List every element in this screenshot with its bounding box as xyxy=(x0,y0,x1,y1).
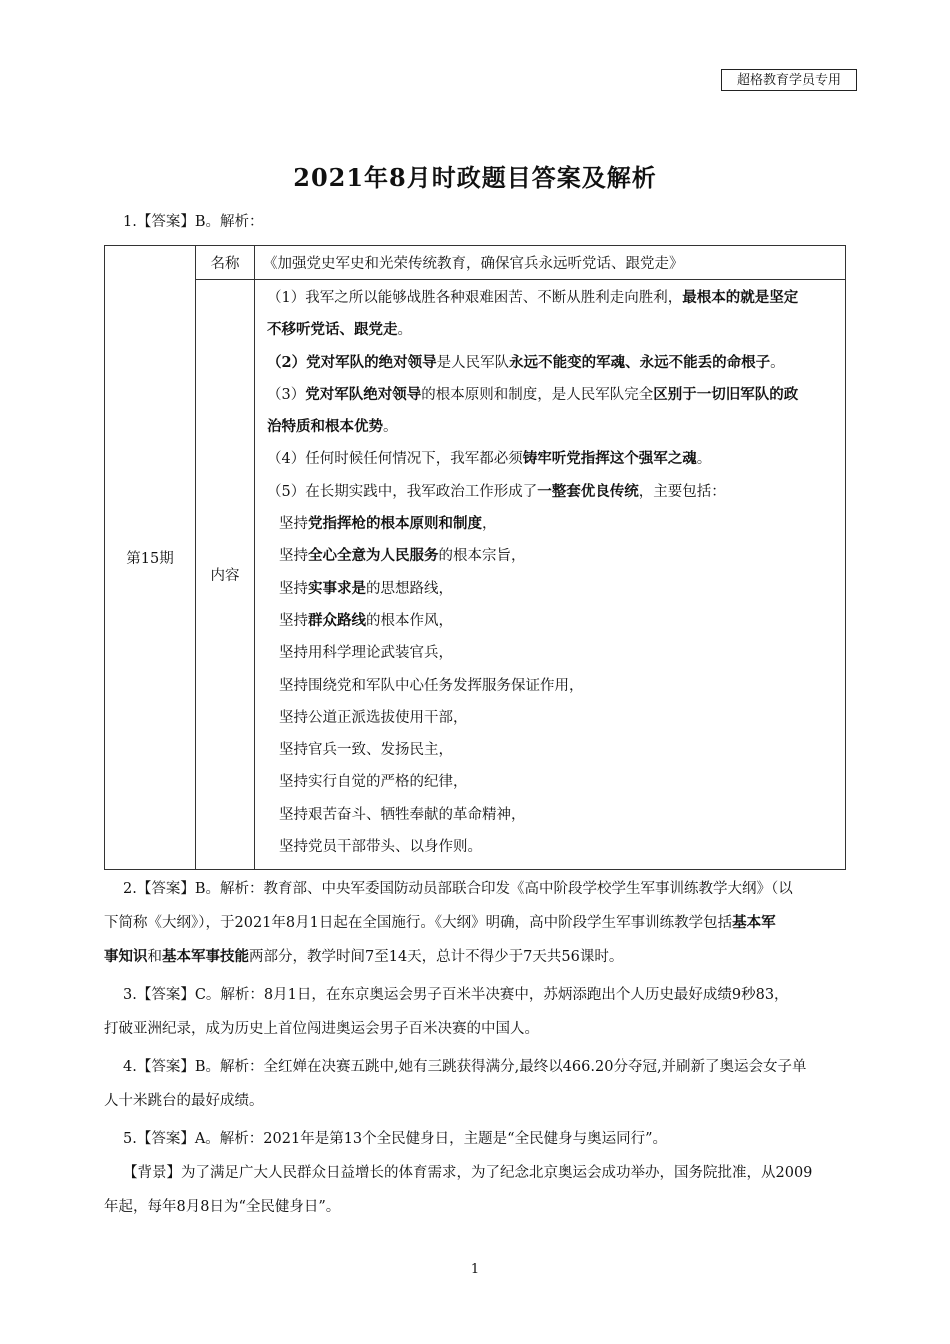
q2-line-b: 下简称《大纲》），于2021年8月1日起在全国施行。《大纲》明确，高中阶段学生军事训练教学包括 xyxy=(104,915,733,931)
content-line-pre: 坚持艰苦奋斗、牺牲奉献的革命精神， xyxy=(279,806,526,823)
background-note xyxy=(104,1156,860,1224)
background-line-a: 【背景】为了满足广大人民群众日益增长的体育需求，为了纪念北京奥运会成功举办，国务院批准，从2009 xyxy=(123,1165,813,1181)
content-line-post: 是人民军队 xyxy=(436,354,510,371)
q5-answer: 5.【答案】A。解析：2021年是第13个全民健身日，主题是“全民健身与奥运同行”。 xyxy=(123,1131,667,1147)
content-line xyxy=(267,799,837,831)
content-line xyxy=(267,347,837,379)
q2-bold-3: 基本军事技能 xyxy=(162,948,249,965)
content-cell xyxy=(255,280,846,870)
content-line-pre: 坚持官兵一致、发扬民主， xyxy=(279,742,453,759)
content-line xyxy=(267,734,837,766)
content-line-bold: 铸牢听党指挥这个强军之魂 xyxy=(522,450,697,468)
q2-bold-1: 基本军 xyxy=(732,914,776,931)
q3-answer xyxy=(104,978,860,1046)
background-line-b: 年起，每年8月8日为“全民健身日”。 xyxy=(104,1199,341,1215)
content-line-pre: （5）在长期实践中，我军政治工作形成了 xyxy=(267,483,538,500)
content-line-pre: 坚持公道正派选拔使用干部， xyxy=(279,709,468,726)
content-line-post: 。 xyxy=(696,451,712,468)
content-line-bold: 治特质和根本优势 xyxy=(267,418,383,436)
content-line-bold: 党对军队绝对领导 xyxy=(305,385,422,403)
content-line-pre: 坚持 xyxy=(279,612,308,629)
content-line xyxy=(267,443,837,475)
q4-line-a: 4.【答案】B。解析：全红婵在决赛五跳中,她有三跳获得满分,最终以466.20分夺冠,并刷新了奥运会女子单 xyxy=(123,1059,807,1075)
content-line-pre: 坚持实行自觉的严格的纪律， xyxy=(279,774,468,791)
content-line-pre: 坚持围绕党和军队中心任务发挥服务保证作用， xyxy=(279,677,584,694)
q1-answer: 1.【答案】B。解析： xyxy=(123,214,264,230)
content-line xyxy=(267,766,837,798)
content-line-bold: （2）党对军队的绝对领导 xyxy=(267,353,437,371)
content-line-bold: 群众路线 xyxy=(308,611,366,629)
q2-mid: 和 xyxy=(147,949,162,965)
content-line xyxy=(267,605,837,637)
content-line-post: 的根本宗旨， xyxy=(438,548,526,565)
content-label: 内容 xyxy=(196,280,255,870)
content-line xyxy=(267,282,837,314)
content-line xyxy=(267,670,837,702)
content-line xyxy=(267,508,837,540)
q4-answer xyxy=(104,1050,860,1118)
page-title: 2021年8月时政题目答案及解析 xyxy=(293,163,657,192)
content-line-pre: 坚持 xyxy=(279,516,308,533)
name-label: 名称 xyxy=(196,246,255,280)
q4-line-b: 人十米跳台的最好成绩。 xyxy=(104,1093,264,1109)
page-number: 1 xyxy=(470,1262,480,1277)
content-line-pre: （4）任何时候任何情况下，我军都必须 xyxy=(267,451,523,468)
content-line xyxy=(267,379,837,411)
table-row xyxy=(105,280,846,870)
q2-post: 两部分，教学时间7至14天，总计不得少于7天共56课时。 xyxy=(249,949,624,965)
content-line-post: 。 xyxy=(383,419,398,436)
q3-line-b: 打破亚洲纪录，成为历史上首位闯进奥运会男子百米决赛的中国人。 xyxy=(104,1021,539,1037)
content-line-pre: （1）我军之所以能够战胜各种艰难困苦、不断从胜利走向胜利， xyxy=(267,290,683,306)
content-line-bold: 党指挥枪的根本原则和制度 xyxy=(308,515,482,533)
content-line-bold: 不移听党话、跟党走 xyxy=(267,321,398,339)
content-line-bold: 一整套优良传统 xyxy=(537,482,639,500)
content-line-pre: 坚持 xyxy=(279,580,308,597)
q2-answer xyxy=(104,872,860,974)
header-tag: 超格教育学员专用 xyxy=(721,69,857,91)
name-value: 《加强党史军史和光荣传统教育，确保官兵永远听党话、跟党走》 xyxy=(255,246,846,280)
table-row xyxy=(105,246,846,280)
content-line-pre: 坚持党员干部带头、以身作则。 xyxy=(279,839,482,856)
content-line-pre: 坚持用科学理论武装官兵， xyxy=(279,645,453,662)
content-lines xyxy=(267,282,837,863)
content-line-bold2: 区别于一切旧军队的政 xyxy=(653,385,799,403)
period-cell: 第15期 xyxy=(105,246,196,870)
content-line-post: ， xyxy=(482,516,497,533)
answer-table xyxy=(104,245,846,870)
q3-line-a: 3.【答案】C。解析：8月1日，在东京奥运会男子百米半决赛中，苏炳添跑出个人历史最好成绩9秒83， xyxy=(123,987,789,1003)
content-line-bold: 实事求是 xyxy=(308,579,366,597)
content-line-bold2: 永远不能变的军魂、永远不能丢的命根子 xyxy=(509,353,771,371)
content-line xyxy=(267,831,837,863)
content-line xyxy=(267,637,837,669)
content-line xyxy=(267,573,837,605)
content-line-post: 的思想路线， xyxy=(366,580,453,597)
content-line-post: 的根本原则和制度，是人民军队完全 xyxy=(421,386,654,403)
content-line xyxy=(267,476,837,508)
content-line-pre: 坚持 xyxy=(279,548,308,565)
content-line xyxy=(267,411,837,443)
content-line xyxy=(267,314,837,346)
content-line-pre: （3） xyxy=(267,386,306,403)
content-line-bold: 最根本的就是坚定 xyxy=(682,289,799,306)
content-line-bold: 全心全意为人民服务 xyxy=(308,547,439,565)
q2-bold-2: 事知识 xyxy=(104,948,148,965)
content-line xyxy=(267,540,837,572)
content-line-post: 的根本作风， xyxy=(366,612,453,629)
content-line-post2: 。 xyxy=(770,354,785,371)
content-line-post: ，主要包括： xyxy=(638,483,726,500)
content-line xyxy=(267,702,837,734)
content-line-post: 。 xyxy=(397,322,412,339)
q2-line-a: 2.【答案】B。解析：教育部、中央军委国防动员部联合印发《高中阶段学校学生军事训练教学大纲》（以 xyxy=(123,881,793,897)
